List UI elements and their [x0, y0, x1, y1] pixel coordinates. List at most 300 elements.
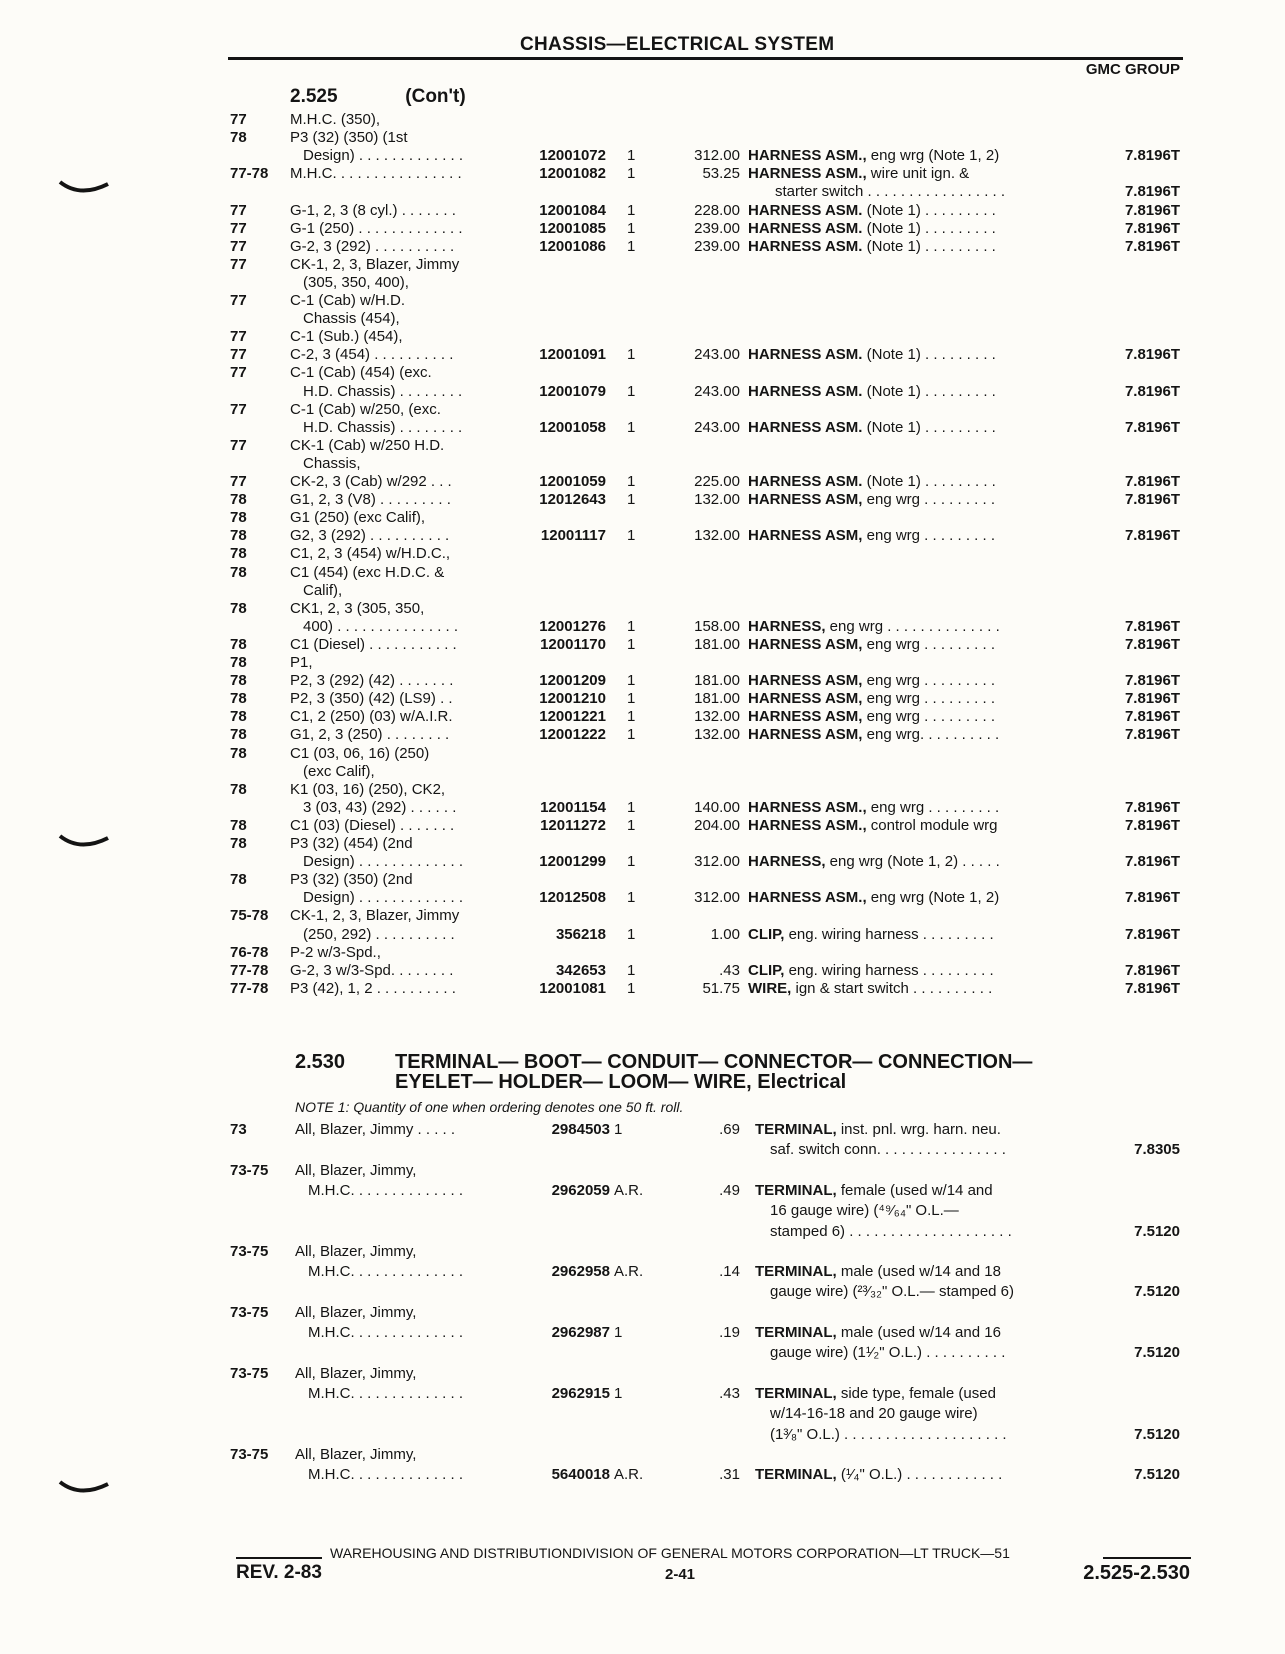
application: P3 (32) (454) (2nd: [290, 835, 413, 852]
part-number: 12001154: [540, 798, 606, 816]
parts-row: [0, 219, 1285, 238]
price: 181.00: [694, 690, 740, 708]
group-number: 7.8196T: [1124, 237, 1180, 255]
part-detail: 16 gauge wire) (⁴⁹⁄₆₄" O.L.—: [770, 1202, 959, 1220]
application: All, Blazer, Jimmy,: [295, 1161, 417, 1179]
model-year: 73-75: [230, 1161, 269, 1179]
parts-row: [0, 146, 1285, 165]
group-number: 7.5120: [1134, 1283, 1180, 1301]
group-number: 7.8196T: [1124, 219, 1180, 237]
quantity: A.R.: [614, 1181, 644, 1199]
parts-row: [0, 1201, 1285, 1220]
price: 243.00: [694, 346, 740, 364]
part-description: [770, 1343, 1005, 1362]
part-noun: TERMINAL,: [755, 1263, 837, 1281]
part-number: 12001084: [539, 201, 606, 219]
parts-row: [0, 581, 1285, 600]
model-year: 77: [230, 473, 247, 490]
quantity: 1: [627, 346, 636, 364]
model-year: 77: [230, 201, 247, 219]
parts-row: [0, 744, 1285, 763]
model-year: 77: [230, 328, 247, 346]
parts-row: [0, 544, 1285, 563]
part-detail: (Note 1) . . . . . . . . .: [862, 473, 996, 490]
part-detail: gauge wire) (²³⁄₃₂" O.L.— stamped 6): [770, 1283, 1015, 1301]
parts-row: [0, 291, 1285, 310]
parts-row: [0, 454, 1285, 473]
part-description: [755, 1465, 1002, 1484]
price: 132.00: [694, 708, 740, 726]
part-description: [748, 671, 995, 690]
application: C-1 (Cab) w/250, (exc.: [290, 400, 441, 418]
parts-row: [0, 1161, 1285, 1180]
application: H.D. Chassis) . . . . . . . .: [303, 418, 463, 436]
model-year: 77: [230, 255, 247, 273]
part-number: 12001059: [539, 473, 606, 490]
parts-row: [0, 110, 1285, 129]
part-number: 342653: [555, 961, 606, 979]
parts-row: [0, 1384, 1285, 1403]
part-detail: side type, female (used: [836, 1384, 996, 1402]
application: M.H.C. . . . . . . . . . . . . .: [308, 1181, 464, 1199]
application: (305, 350, 400),: [303, 273, 409, 291]
group-number: 7.8196T: [1124, 925, 1180, 943]
section-heading: [290, 86, 466, 108]
application: G-2, 3 w/3-Spd. . . . . . . .: [290, 961, 454, 979]
parts-row: [0, 400, 1285, 419]
application: Chassis,: [303, 454, 361, 472]
part-number: 2984503: [551, 1121, 610, 1138]
model-year: 77: [230, 111, 247, 128]
part-description: [770, 1140, 1006, 1159]
group-number: 7.5120: [1134, 1344, 1180, 1362]
part-description: [755, 1181, 993, 1200]
application: P-2 w/3-Spd.,: [290, 943, 381, 961]
application: M.H.C. . . . . . . . . . . . . . . .: [290, 165, 462, 183]
part-noun: HARNESS ASM,: [748, 527, 863, 545]
application: G1 (250) (exc Calif),: [290, 509, 426, 527]
application: G-1 (250) . . . . . . . . . . . . .: [290, 219, 463, 237]
part-detail: eng wrg (Note 1, 2): [866, 889, 1000, 907]
part-description: [770, 1425, 1007, 1444]
parts-row: [0, 1181, 1285, 1200]
parts-row: [0, 1120, 1285, 1139]
parts-row: [0, 1242, 1285, 1261]
quantity: 1: [627, 708, 636, 726]
parts-row: [0, 1222, 1285, 1241]
group-number: 7.8196T: [1124, 690, 1180, 708]
model-year: 77-78: [230, 961, 269, 979]
parts-row: [0, 961, 1285, 980]
part-detail: eng. wiring harness . . . . . . . . .: [784, 961, 994, 979]
part-number: 12001091: [539, 346, 606, 364]
parts-row: [0, 725, 1285, 744]
parts-row: [0, 1404, 1285, 1423]
part-detail: saf. switch conn. . . . . . . . . . . . . . . .: [770, 1141, 1006, 1159]
application: C-1 (Cab) w/H.D.: [290, 292, 406, 309]
parts-row: [0, 635, 1285, 654]
part-description: [748, 888, 999, 907]
application: M.H.C. . . . . . . . . . . . . .: [308, 1324, 464, 1341]
price: 239.00: [694, 237, 740, 255]
model-year: 78: [230, 726, 247, 744]
part-number: 12001299: [539, 853, 606, 871]
part-detail: eng wrg. . . . . . . . . .: [862, 726, 1000, 744]
quantity: 1: [627, 853, 636, 871]
quantity: 1: [627, 219, 636, 237]
part-noun: HARNESS ASM.,: [748, 147, 867, 165]
part-noun: HARNESS ASM,: [748, 635, 863, 653]
parts-row: [0, 762, 1285, 781]
part-description: [748, 617, 1000, 636]
application: P3 (42), 1, 2 . . . . . . . . . .: [290, 979, 456, 997]
part-description: [770, 1404, 978, 1423]
revision-label: REV. 2-83: [236, 1562, 322, 1583]
part-number: 2962915: [551, 1384, 610, 1402]
application: G-2, 3 (292) . . . . . . . . . .: [290, 237, 455, 255]
model-year: 78: [230, 780, 247, 798]
model-year: 77-78: [230, 165, 269, 183]
model-year: 77: [230, 292, 247, 309]
price: 1.00: [710, 925, 740, 943]
part-noun: TERMINAL,: [755, 1181, 837, 1199]
part-detail: eng wrg (Note 1, 2): [866, 147, 1000, 165]
part-detail: control module wrg: [866, 816, 998, 834]
part-description: [748, 219, 996, 238]
model-year: 77: [230, 346, 247, 364]
application: G1, 2, 3 (V8) . . . . . . . . .: [290, 491, 451, 509]
part-description: [748, 635, 995, 654]
application: G2, 3 (292) . . . . . . . . . .: [290, 527, 450, 545]
application: M.H.C. (350),: [290, 111, 381, 128]
parts-row: [0, 1282, 1285, 1301]
part-description: [748, 798, 999, 817]
price: 225.00: [694, 473, 740, 490]
part-noun: HARNESS,: [748, 853, 826, 871]
part-detail: eng wrg . . . . . . . . .: [866, 798, 1000, 816]
group-number: 7.8196T: [1124, 708, 1180, 726]
price: 158.00: [694, 617, 740, 635]
parts-row: [0, 1262, 1285, 1281]
section-number: 2.525: [290, 86, 338, 107]
part-detail: male (used w/14 and 16: [836, 1324, 1001, 1341]
header-rule: [228, 57, 1183, 60]
application: C-2, 3 (454) . . . . . . . . . .: [290, 346, 454, 364]
footer-publisher: WAREHOUSING AND DISTRIBUTIONDIVISION OF GENERAL MOTORS CORPORATION—LT TRUCK—51: [330, 1545, 1010, 1561]
model-year: 78: [230, 491, 247, 509]
model-year: 78: [230, 563, 247, 581]
part-noun: HARNESS ASM,: [748, 690, 863, 708]
part-description: [755, 1120, 1001, 1139]
part-description: [748, 237, 996, 256]
part-description: [770, 1201, 959, 1220]
group-number: 7.8196T: [1124, 816, 1180, 834]
part-noun: HARNESS,: [748, 617, 826, 635]
price: .14: [719, 1263, 740, 1281]
section-range: 2.525-2.530: [1083, 1562, 1190, 1584]
quantity-note: NOTE 1: Quantity of one when ordering denotes one 50 ft. roll.: [295, 1099, 684, 1115]
quantity: 1: [627, 925, 636, 943]
part-description: [770, 1222, 1012, 1241]
page-number: 2-41: [665, 1566, 696, 1583]
part-detail: eng wrg . . . . . . . . .: [862, 690, 996, 708]
price: 53.25: [702, 165, 740, 183]
part-noun: HARNESS ASM.: [748, 346, 863, 364]
part-detail: starter switch . . . . . . . . . . . . . . . . .: [775, 183, 1006, 201]
quantity: 1: [627, 798, 636, 816]
part-detail: w/14-16-18 and 20 gauge wire): [770, 1405, 978, 1423]
group-number: 7.8196T: [1124, 635, 1180, 653]
price: 132.00: [694, 527, 740, 545]
parts-row: [0, 490, 1285, 509]
price: 132.00: [694, 491, 740, 509]
price: 239.00: [694, 219, 740, 237]
part-number: 12001209: [539, 672, 606, 690]
group-number: 7.5120: [1134, 1466, 1180, 1484]
quantity: 1: [627, 726, 636, 744]
application: M.H.C. . . . . . . . . . . . . .: [308, 1384, 464, 1402]
model-year: 77: [230, 400, 247, 418]
part-number: 12001086: [539, 237, 606, 255]
parts-row: [0, 201, 1285, 220]
model-year: 78: [230, 816, 247, 834]
quantity: A.R.: [614, 1263, 644, 1281]
parts-row: [0, 653, 1285, 672]
part-detail: (¹⁄₄" O.L.) . . . . . . . . . . . .: [836, 1466, 1003, 1484]
parts-row: [0, 526, 1285, 545]
parts-row: [0, 599, 1285, 618]
application: P2, 3 (350) (42) (LS9) . .: [290, 690, 453, 708]
part-number: 5640018: [551, 1466, 610, 1484]
application: C1 (03) (Diesel) . . . . . . .: [290, 816, 455, 834]
application: CK1, 2, 3 (305, 350,: [290, 599, 425, 617]
application: C-1 (Sub.) (454),: [290, 328, 403, 346]
application: Design) . . . . . . . . . . . . .: [303, 853, 464, 871]
part-noun: HARNESS ASM,: [748, 672, 863, 690]
price: 312.00: [694, 147, 740, 165]
part-detail: eng. wiring harness . . . . . . . . .: [784, 925, 994, 943]
quantity: 1: [627, 201, 636, 219]
quantity: 1: [614, 1324, 623, 1341]
quantity: 1: [627, 816, 636, 834]
quantity: 1: [627, 491, 636, 509]
application: Design) . . . . . . . . . . . . .: [303, 147, 464, 165]
part-detail: (Note 1) . . . . . . . . .: [862, 201, 996, 219]
part-detail: gauge wire) (1¹⁄₂" O.L.) . . . . . . . . . .: [770, 1344, 1006, 1362]
parts-row: [0, 1323, 1285, 1342]
parts-row: [0, 255, 1285, 274]
price: .19: [719, 1324, 740, 1341]
group-number: 7.8305: [1134, 1141, 1180, 1159]
application: C1, 2 (250) (03) w/A.I.R.: [290, 708, 453, 726]
part-detail: (Note 1) . . . . . . . . .: [862, 382, 996, 400]
price: .43: [719, 1384, 740, 1402]
price: .49: [719, 1181, 740, 1199]
parts-row: [0, 1343, 1285, 1362]
parts-row: [0, 870, 1285, 889]
application: Design) . . . . . . . . . . . . .: [303, 889, 464, 907]
price: .69: [719, 1121, 740, 1138]
part-number: 12001079: [539, 382, 606, 400]
model-year: 78: [230, 545, 247, 563]
price: 228.00: [694, 201, 740, 219]
application: M.H.C. . . . . . . . . . . . . .: [308, 1263, 464, 1281]
footer-rule-right: [1103, 1557, 1191, 1559]
model-year: 77-78: [230, 979, 269, 997]
group-number: 7.8196T: [1124, 201, 1180, 219]
part-noun: HARNESS ASM,: [748, 726, 863, 744]
quantity: 1: [627, 527, 636, 545]
section-title-line1: TERMINAL— BOOT— CONDUIT— CONNECTOR— CONNECTION—: [395, 1051, 1033, 1073]
part-detail: eng wrg . . . . . . . . .: [862, 527, 996, 545]
parts-row: [0, 508, 1285, 527]
group-number: 7.8196T: [1124, 961, 1180, 979]
price: .43: [719, 961, 740, 979]
model-year: 78: [230, 129, 247, 147]
part-noun: HARNESS ASM,: [748, 491, 863, 509]
parts-row: [0, 418, 1285, 437]
part-noun: TERMINAL,: [755, 1466, 837, 1484]
parts-row: [0, 888, 1285, 907]
application: Calif),: [303, 581, 343, 599]
parts-row: [0, 834, 1285, 853]
price: 312.00: [694, 889, 740, 907]
model-year: 73-75: [230, 1242, 269, 1260]
price: 51.75: [702, 979, 740, 997]
part-description: [748, 472, 996, 491]
part-description: [755, 1262, 1001, 1281]
part-number: 12012643: [539, 491, 606, 509]
model-year: 78: [230, 744, 247, 762]
group-number: 7.8196T: [1124, 183, 1180, 201]
quantity: 1: [614, 1121, 623, 1138]
price: 243.00: [694, 382, 740, 400]
parts-row: [0, 436, 1285, 455]
group-number: 7.8196T: [1124, 527, 1180, 545]
group-number: 7.8196T: [1124, 491, 1180, 509]
application: All, Blazer, Jimmy,: [295, 1445, 417, 1463]
application: P3 (32) (350) (1st: [290, 129, 408, 147]
quantity: 1: [627, 382, 636, 400]
part-noun: HARNESS ASM.: [748, 382, 863, 400]
parts-row: [0, 382, 1285, 401]
part-number: 12001081: [539, 979, 606, 997]
application: G-1, 2, 3 (8 cyl.) . . . . . . .: [290, 201, 456, 219]
application: 3 (03, 43) (292) . . . . . .: [303, 798, 457, 816]
part-description: [748, 201, 996, 220]
price: 181.00: [694, 672, 740, 690]
group-number: 7.8196T: [1124, 617, 1180, 635]
model-year: 78: [230, 527, 247, 545]
part-number: 12001276: [539, 617, 606, 635]
part-description: [748, 961, 994, 980]
application: CK-2, 3 (Cab) w/292 . . .: [290, 473, 452, 490]
part-noun: HARNESS ASM.,: [748, 816, 867, 834]
part-noun: CLIP,: [748, 925, 785, 943]
parts-row: [0, 906, 1285, 925]
price: 312.00: [694, 853, 740, 871]
part-number: 2962987: [551, 1324, 610, 1341]
parts-row: [0, 273, 1285, 292]
model-year: 77: [230, 436, 247, 454]
model-year: 78: [230, 672, 247, 690]
part-detail: eng wrg . . . . . . . . .: [862, 635, 996, 653]
price: 181.00: [694, 635, 740, 653]
parts-row: [0, 925, 1285, 944]
quantity: 1: [627, 473, 636, 490]
quantity: 1: [627, 961, 636, 979]
group-number: 7.8196T: [1124, 418, 1180, 436]
application: C1, 2, 3 (454) w/H.D.C.,: [290, 545, 451, 563]
part-number: 12001222: [539, 726, 606, 744]
application: CK-1, 2, 3, Blazer, Jimmy: [290, 907, 460, 925]
group-number: 7.8196T: [1124, 798, 1180, 816]
part-description: [748, 418, 996, 437]
parts-row: [0, 1140, 1285, 1159]
part-detail: female (used w/14 and: [836, 1181, 993, 1199]
part-noun: HARNESS ASM,: [748, 708, 863, 726]
quantity: 1: [627, 237, 636, 255]
part-noun: HARNESS ASM.: [748, 219, 863, 237]
model-year: 77: [230, 364, 247, 382]
model-year: 78: [230, 690, 247, 708]
part-detail: (1³⁄₈" O.L.) . . . . . . . . . . . . . . . . . . . .: [770, 1425, 1007, 1443]
part-description: [755, 1384, 996, 1403]
model-year: 77: [230, 237, 247, 255]
model-year: 78: [230, 509, 247, 527]
price: 140.00: [694, 798, 740, 816]
part-detail: eng wrg . . . . . . . . .: [862, 708, 996, 726]
part-noun: TERMINAL,: [755, 1324, 837, 1341]
part-description: [748, 707, 995, 726]
group-number: 7.8196T: [1124, 726, 1180, 744]
application: (exc Calif),: [303, 762, 375, 780]
part-detail: stamped 6) . . . . . . . . . . . . . . . . . . . .: [770, 1222, 1012, 1240]
part-description: [748, 689, 995, 708]
parts-row: [0, 816, 1285, 835]
parts-row: [0, 1465, 1285, 1484]
part-noun: WIRE,: [748, 979, 792, 997]
model-year: 77: [230, 219, 247, 237]
parts-row: [0, 1303, 1285, 1322]
parts-row: [0, 1364, 1285, 1383]
parts-row: [0, 345, 1285, 364]
group-number: 7.8196T: [1124, 473, 1180, 490]
quantity: 1: [627, 979, 636, 997]
part-noun: HARNESS ASM.,: [748, 165, 867, 183]
model-year: 76-78: [230, 943, 269, 961]
model-year: 78: [230, 708, 247, 726]
part-description: [748, 852, 1000, 871]
model-year: 73-75: [230, 1303, 269, 1321]
group-number: 7.5120: [1134, 1222, 1180, 1240]
parts-row: [0, 707, 1285, 726]
application: C1 (454) (exc H.D.C. &: [290, 563, 445, 581]
part-description: [748, 979, 992, 998]
part-description: [748, 345, 996, 364]
group-number: 7.8196T: [1124, 346, 1180, 364]
price: 243.00: [694, 418, 740, 436]
part-number: 2962958: [551, 1263, 610, 1281]
part-noun: CLIP,: [748, 961, 785, 979]
part-noun: TERMINAL,: [755, 1121, 837, 1138]
part-number: 12001085: [539, 219, 606, 237]
part-number: 12001221: [539, 708, 606, 726]
group-number: 7.8196T: [1124, 672, 1180, 690]
parts-row: [0, 1445, 1285, 1464]
model-year: 78: [230, 599, 247, 617]
part-detail: male (used w/14 and 18: [836, 1263, 1001, 1281]
